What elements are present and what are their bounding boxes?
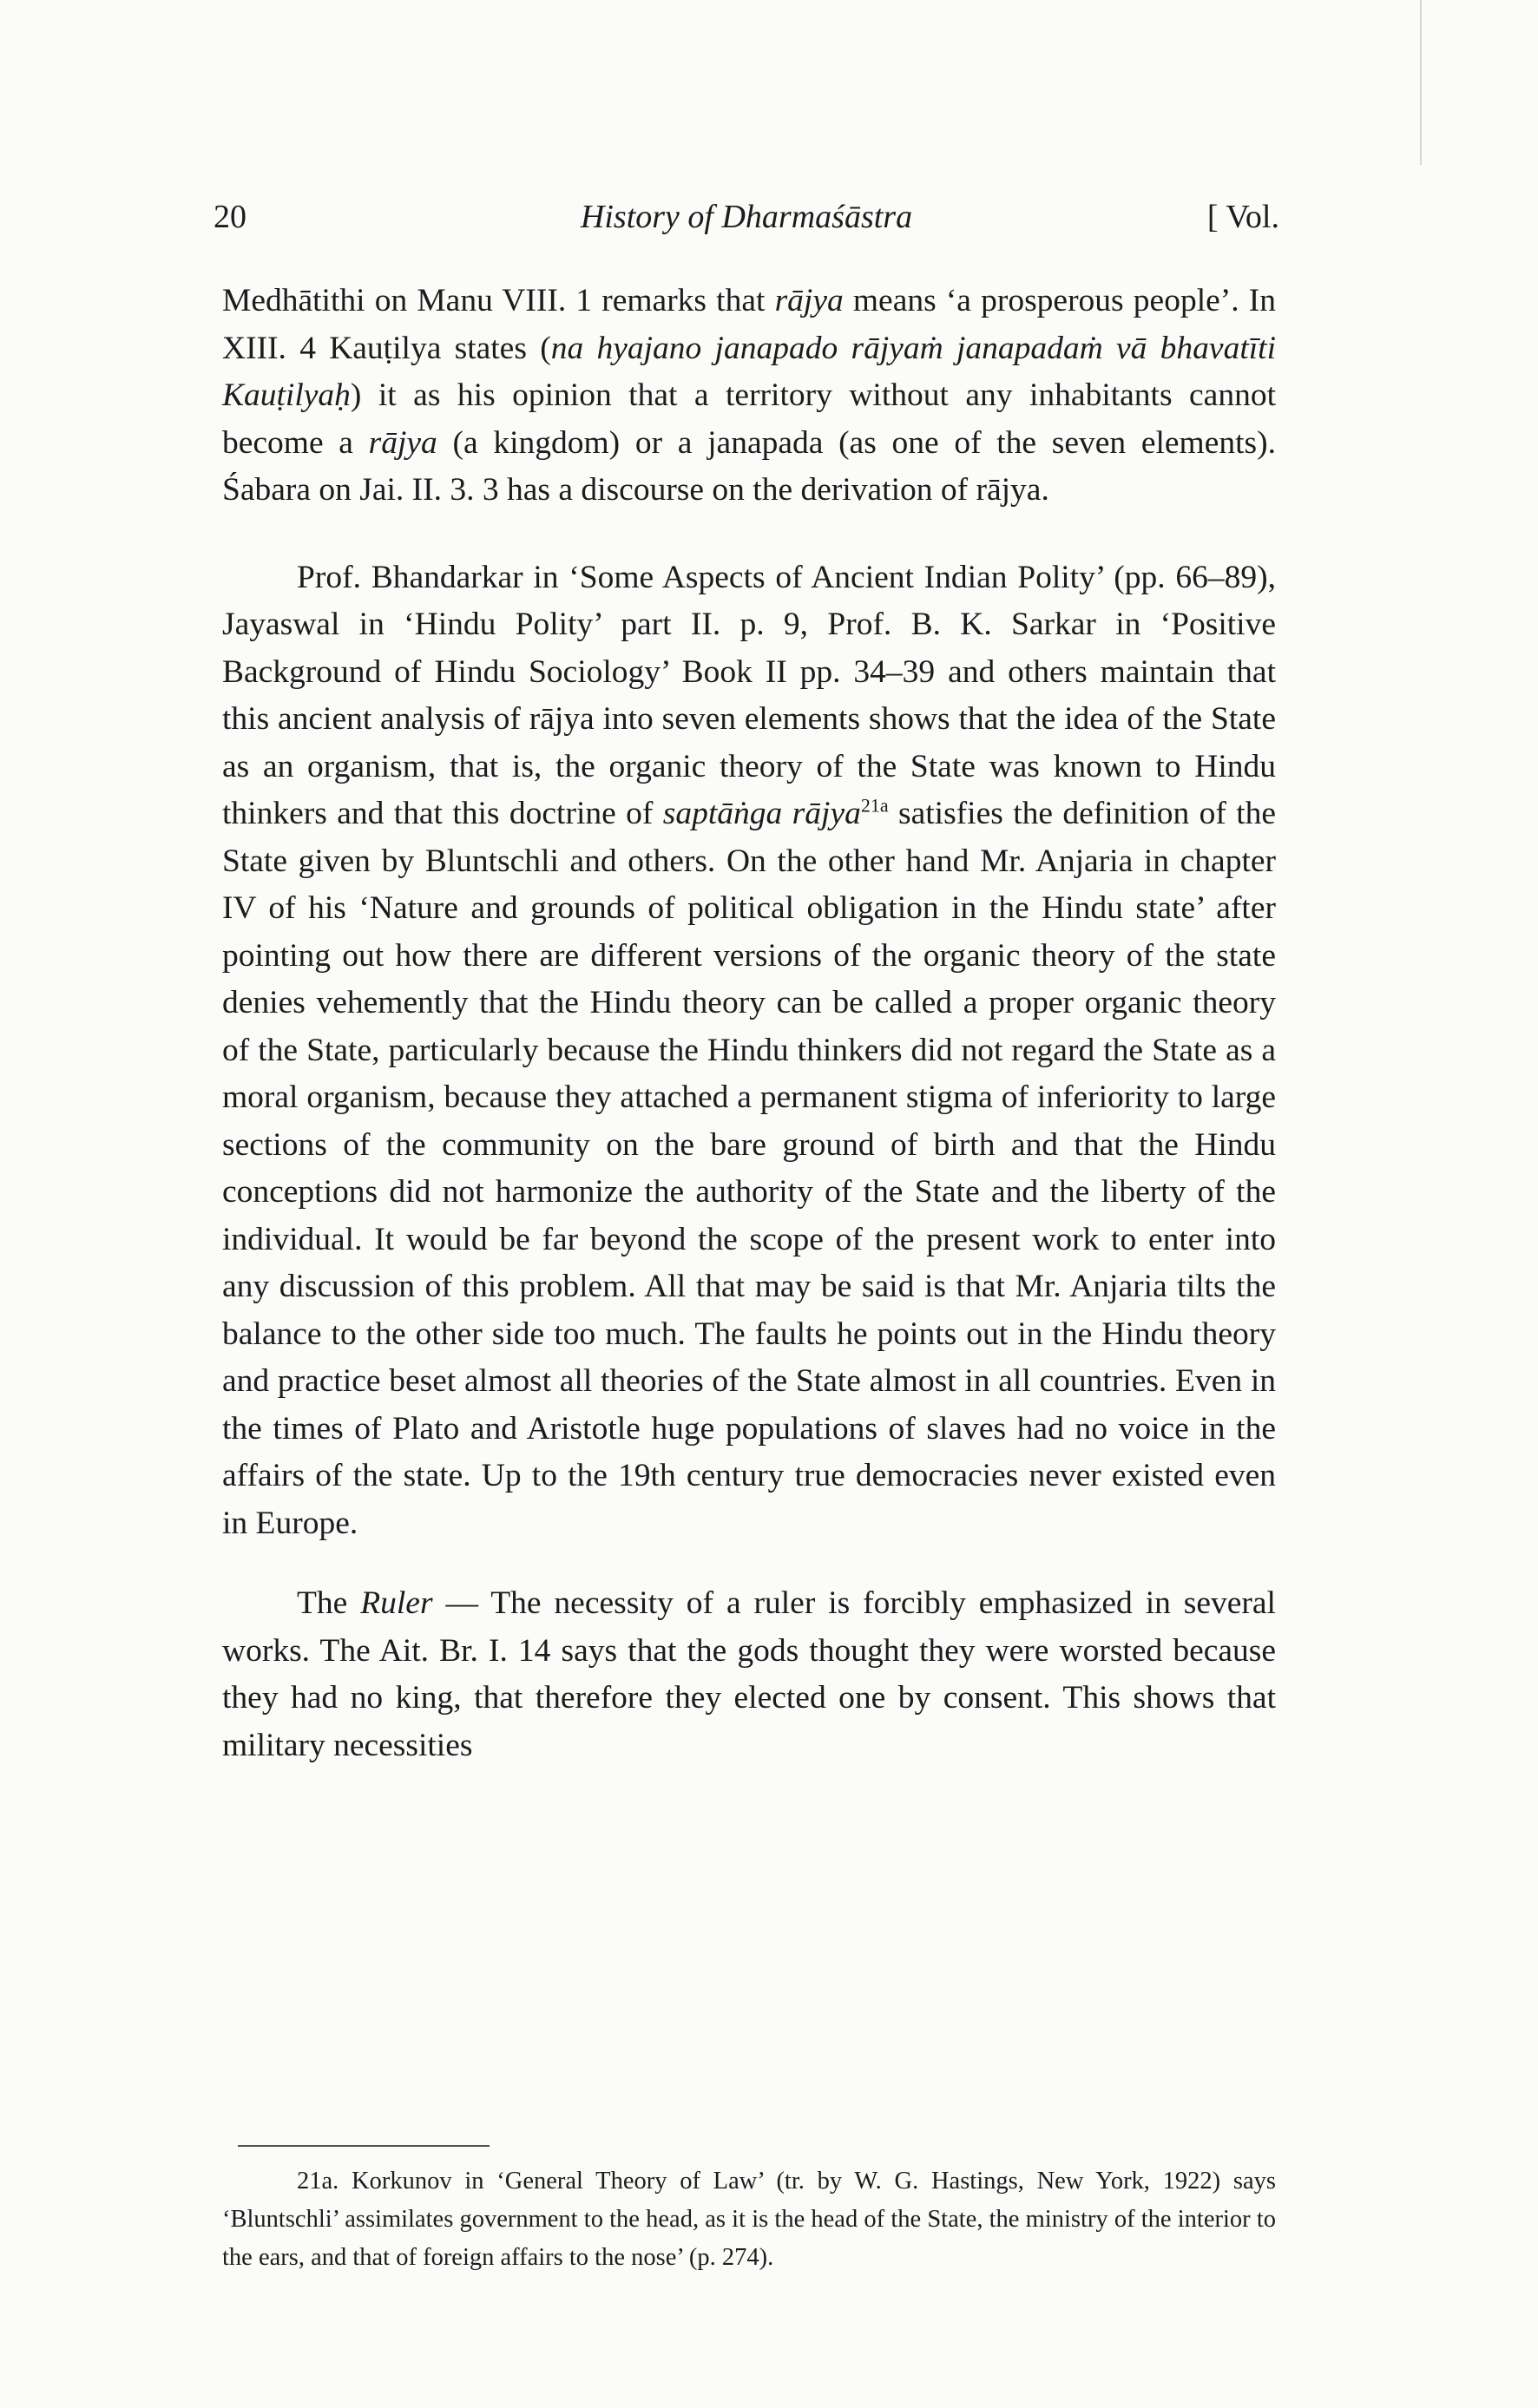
text-span: satisfies the definition of the State given by Bluntschli and others. On the other hand Mr. Anjaria in chapter IV of his ‘Nature and grounds of political obligation in the Hindu state’ after pointing out how there are different versions of the organic theory of the state denies vehemently that the Hindu theory can be called a proper organic theory of the State, particularly because the Hindu thinkers did not regard the State as a moral organism, because they attached a permanent stigma of inferiority to large sections of the community on the bare ground of birth and that the Hindu conceptions did not harmonize the authority of the State and the liberty of the individual. It would be far beyond the scope of the present work to enter into any discussion of this problem. All that may be said is that Mr. Anjaria tilts the balance to the other side too much. The faults he points out in the Hindu theory and practice beset almost all theories of the State almost in all countries. Even in the times of Plato and Aristotle huge populations of slaves had no voice in the affairs of the state. Up to the 19th century true democracies never existed even in Europe. — [222, 796, 1277, 1541]
page-header — [214, 198, 1279, 250]
body-text — [222, 278, 1276, 1769]
footnote-reference: 21a — [860, 794, 889, 817]
italic-heading-ruler: Ruler — [360, 1585, 433, 1621]
text-span: (a kingdom) or a janapada (as one of the seven elements). Śabara on Jai. II. 3. 3 has a discourse on the derivation of rājya. — [222, 424, 1276, 508]
italic-term: saptāṅga rājya — [662, 796, 861, 831]
italic-term: rājya — [774, 283, 844, 318]
italic-quote: na hyajano janapado rājyaṁ janapadaṁ vā bhavatīti Kauṭilyaḥ — [222, 330, 1276, 413]
text-span: — The necessity of a ruler is forcibly emphasized in several works. The Ait. Br. I. 14 says that the gods thought they were worsted because they had no king, that therefore they elected one by consent. This shows that military necessities — [222, 1585, 1276, 1763]
paragraph-organic-theory — [222, 554, 1276, 1548]
running-title: History of Dharmaśāstra — [580, 199, 913, 235]
footnote-separator — [238, 2145, 490, 2147]
text-span: Prof. Bhandarkar in ‘Some Aspects of Ancient Indian Polity’ (pp. 66–89), Jayaswal in ‘Hindu Polity’ part II. p. 9, Prof. B. K. Sarkar in ‘Positive Background of Hindu Sociology’ Book II pp. 34–39 and others maintain that this ancient analysis of rājya into seven elements shows that the idea of the State as an organism, that is, the organic theory of the State was known to Hindu thinkers and that this doctrine of — [222, 559, 1276, 831]
text-span: ) it as his opinion that a territory without any inhabitants cannot become a — [222, 377, 1276, 461]
volume-marker: [ Vol. — [1206, 199, 1279, 235]
paragraph-rajya-definition — [222, 278, 1276, 515]
footnote-text: 21a. Korkunov in ‘General Theory of Law’ (tr. by W. G. Hastings, New York, 1922) says ‘Bluntschli’ assimilates government to the head, as it is the head of the State, the ministry of the interior to the ears, and that of foreign affairs to the nose’ (p. 274). — [222, 2168, 1276, 2271]
footnote-21a — [222, 2162, 1276, 2277]
page-number: 20 — [214, 199, 246, 235]
scan-edge-line — [1420, 0, 1422, 165]
italic-term: rājya — [368, 424, 437, 461]
text-span: The — [297, 1585, 361, 1621]
paragraph-ruler — [222, 1580, 1276, 1769]
text-span: means ‘a prosperous people’. In XIII. 4 Kauṭilya states ( — [222, 283, 1276, 366]
text-span: Medhātithi on Manu VIII. 1 remarks that — [222, 283, 775, 318]
